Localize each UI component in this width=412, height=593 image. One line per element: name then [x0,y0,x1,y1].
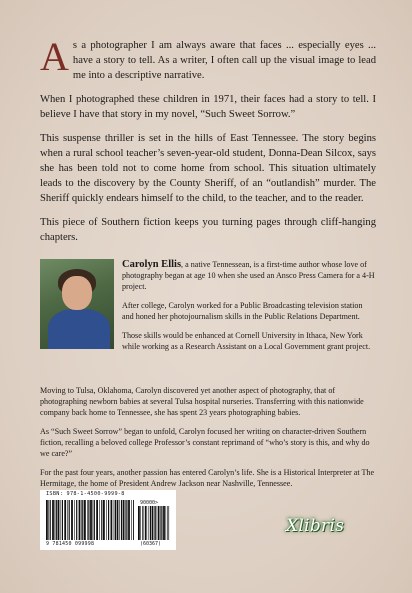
bio-paragraph-5: As “Such Sweet Sorrow” began to unfold, Carolyn focused her writing on character-driven Southern fiction, recalling a beloved college Professor’s constant reprimand of “who’s story is this, and why do we care?” [40,427,370,458]
author-bio [122,259,376,360]
isbn-label: ISBN: 978-1-4500-9999-8 [46,491,125,497]
photo-face [62,276,92,310]
bio-paragraph-1-text: , a native Tennessean, is a first-time author whose love of photography began at age 10 when she used an Ansco Press Camera for a 4-H project. [122,260,375,291]
bio-paragraph-3: Those skills would be enhanced at Cornell University in Ithaca, New York while working as a Research Assistant on a Local Government grant project. [122,331,371,351]
bio-paragraph-2: After college, Carolyn worked for a Public Broadcasting television station and honed her photojournalism skills in the Public Relations Department. [122,301,363,321]
price-code: 90000> [140,500,159,506]
ean-barcode-bars [46,500,134,540]
bio-paragraph-1 [122,259,376,292]
dropcap: A [40,34,69,79]
barcode [40,490,176,550]
intro-paragraph-1-text: s a photographer I am always aware that faces ... especially eyes ... have a story to tell. As a writer, I often call up the visual image to lead me into a descriptive narrative. [72,40,376,81]
intro-paragraph-3: This suspense thriller is set in the hills of East Tennessee. The story begins when a rural school teacher’s seven-year-old student, Donna-Dean Silcox, says she has been told not to come home from school. This situation ultimately leads to the discovery by the County Sheriff, of an “outlandish” murder. The Sheriff quickly endears himself to the child, to the teacher, and to the reader. [40,133,376,204]
intro-paragraph-2: When I photographed these children in 1971, their faces had a story to tell. I believe I have that story in my novel, “Such Sweet Sorrow.” [40,94,376,120]
xlibris-logo: Xlibris [286,516,345,536]
bio-paragraph-4: Moving to Tulsa, Oklahoma, Carolyn discovered yet another aspect of photography, that of photographing newborn babies at several Tulsa hospital nurseries. Transferring with this nationwide company back home to Tennessee, she has spent 23 years photographing babies. [40,386,364,417]
author-name: Carolyn Ellis [122,259,182,270]
author-photo [40,259,114,349]
isbn-digits: 9 781450 099998 [46,541,95,547]
intro-paragraph-1 [40,34,376,83]
bio-paragraph-6: For the past four years, another passion has entered Carolyn’s life. She is a Historical Interpreter at The Hermitage, the home of President Andrew Jackson near Nashville, Tennessee. [40,468,375,488]
author-bio-continued [40,385,376,497]
photo-shirt [48,309,110,349]
intro-paragraph-4: This piece of Southern fiction keeps you turning pages through cliff-hanging chapters. [40,217,376,243]
addon-digits: (60367) [140,541,162,547]
intro-text [40,34,376,254]
addon-barcode-bars [138,506,170,540]
